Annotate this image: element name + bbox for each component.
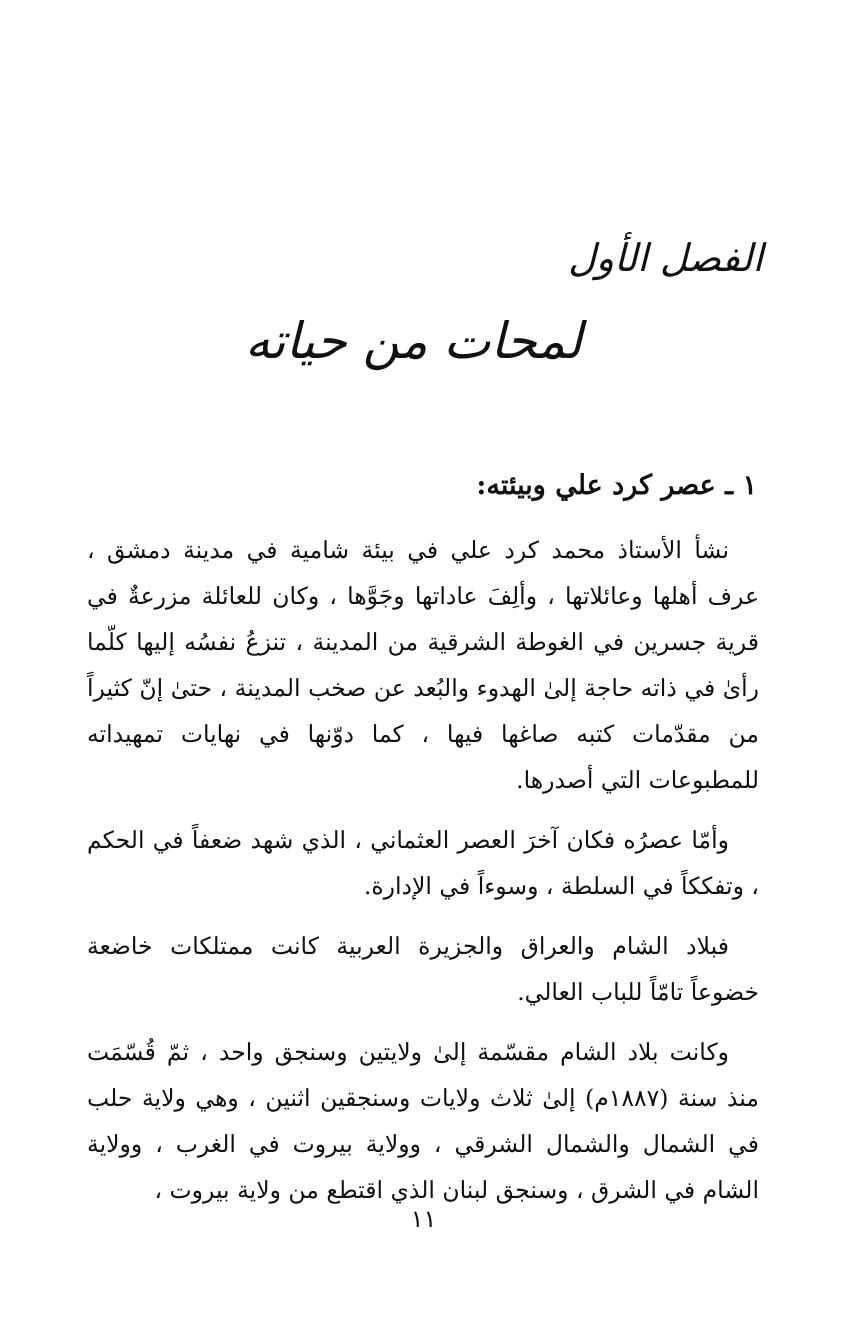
paragraph: وكانت بلاد الشام مقسّمة إلىٰ ولايتين وسنجق واحد ، ثمّ قُسّمَت منذ سنة (١٨٨٧م) إلىٰ ثلاث ولايات وسنجقين اثنين ، وهي ولاية حلب في الشمال والشمال الشرقي ، وولاية بيروت في الغرب ، وولاية الشام في الشرق ، وسنجق لبنان الذي اقتطع من ولاية بيروت ،	[87, 1038, 759, 1204]
paragraph: نشأ الأستاذ محمد كرد علي في بيئة شامية في مدينة دمشق ، عرف أهلها وعائلاتها ، وألِفَ عاداتها وجَوَّها ، وكان للعائلة مزرعةٌ في قرية جسرين في الغوطة الشرقية من المدينة ، تنزعُ نفسُه إليها كلّما رأىٰ في ذاته حاجة إلىٰ الهدوء والبُعد عن صخب المدينة ، حتىٰ إنّ كثيراً من مقدّمات كتبه صاغها فيها ، كما دوّنها في نهايات تمهيداته للمطبوعات التي أصدرها.	[87, 536, 759, 794]
page-number: ١١	[410, 1205, 437, 1233]
chapter-title: لمحات من حياته	[244, 312, 583, 370]
paragraph: وأمّا عصرُه فكان آخرَ العصر العثماني ، الذي شهد ضعفاً في الحكم ، وتفككاً في السلطة ، وسوءاً في الإدارة.	[87, 826, 759, 900]
paragraph: فبلاد الشام والعراق والجزيرة العربية كانت ممتلكات خاضعة خضوعاً تامّاً للباب العالي.	[87, 932, 759, 1006]
body-text	[87, 527, 759, 1227]
chapter-label: الفصل الأول	[568, 236, 763, 280]
section-heading: ١ ـ عصر كرد علي وبيئته:	[476, 470, 757, 501]
